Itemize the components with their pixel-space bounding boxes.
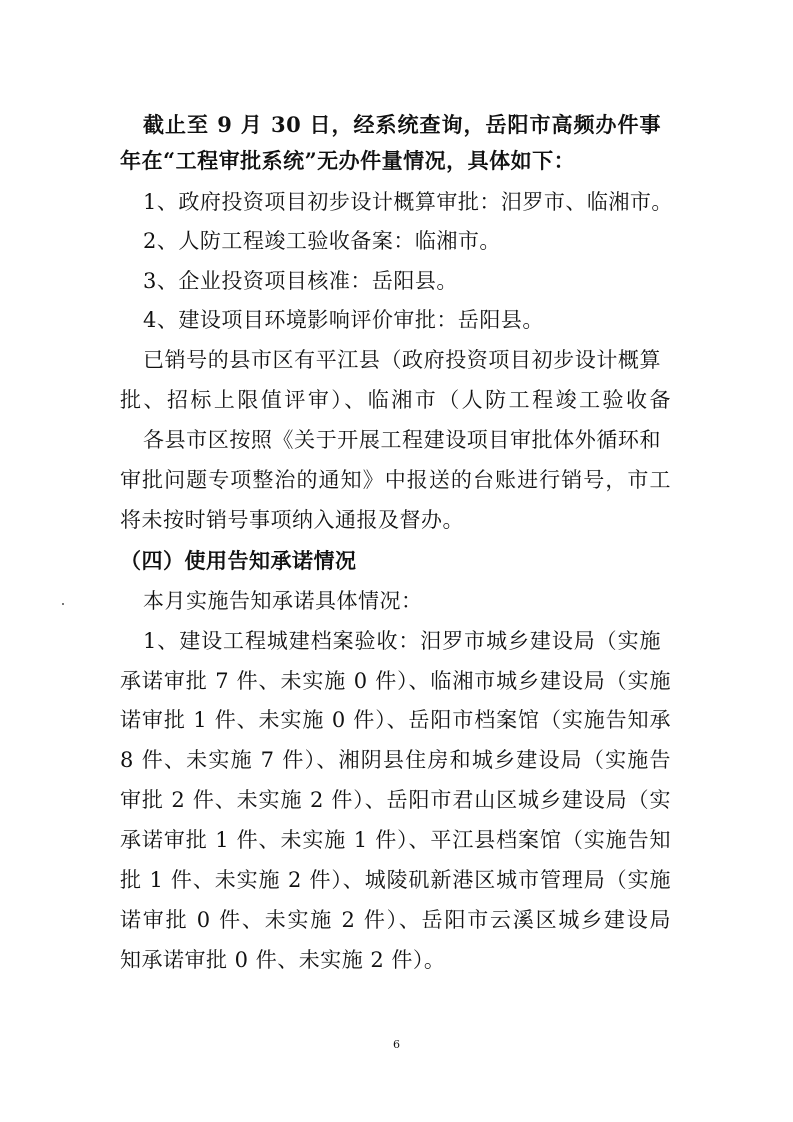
intro-line-1: 截止至 9 月 30 日，经系统查询，岳阳市高频办件事 [143, 112, 661, 137]
page-number: 6 [393, 1038, 400, 1051]
scan-artifact [62, 603, 64, 605]
commitment-item-1-line-5: 审批 2 件、未实施 2 件）、岳阳市君山区城乡建设局（实 [120, 788, 671, 812]
commitment-item-1-line-4: 8 件、未实施 7 件）、湘阴县住房和城乡建设局（实施告 [120, 748, 671, 772]
section-4-heading-line-1: （四）使用告知承诺情况 [120, 548, 357, 573]
commitment-item-1-line-1: 1、建设工程城建档案验收：汨罗市城乡建设局（实施 [143, 629, 661, 653]
commitment-item-1-line-7: 批 1 件、未实施 2 件）、城陵矶新港区城市管理局（实施 [120, 868, 671, 892]
notice-line-3: 将未按时销号事项纳入通报及督办。 [120, 508, 464, 532]
commitment-item-1-line-8: 诺审批 0 件、未实施 2 件）、岳阳市云溪区城乡建设局 [120, 908, 671, 932]
commitment-item-1-line-6: 承诺审批 1 件、未实施 1 件）、平江县档案馆（实施告知 [120, 828, 671, 852]
notice-line-1: 各县市区按照《关于开展工程建设项目审批体外循环和 [143, 428, 661, 452]
cancelled-line-1: 已销号的县市区有平江县（政府投资项目初步设计概算 [143, 348, 661, 372]
intro-line-2: 年在“工程审批系统”无办件量情况，具体如下： [120, 148, 576, 173]
notice-line-2: 审批问题专项整治的通知》中报送的台账进行销号，市工 [120, 468, 671, 492]
commitment-item-1-line-2: 承诺审批 7 件、未实施 0 件）、临湘市城乡建设局（实施 [120, 669, 671, 693]
item-4-line-1: 4、建设项目环境影响评价审批：岳阳县。 [143, 308, 544, 332]
commitment-item-1-line-3: 诺审批 1 件、未实施 0 件）、岳阳市档案馆（实施告知承 [120, 708, 671, 732]
commitment-intro-line-1: 本月实施告知承诺具体情况： [143, 589, 423, 613]
item-2-line-1: 2、人防工程竣工验收备案：临湘市。 [143, 229, 501, 253]
cancelled-line-2: 批、招标上限值评审）、临湘市（人防工程竣工验收备 [120, 388, 671, 412]
item-3-line-1: 3、企业投资项目核准：岳阳县。 [143, 269, 458, 293]
item-1-line-1: 1、政府投资项目初步设计概算审批：汨罗市、临湘市。 [143, 190, 673, 214]
commitment-item-1-line-9: 知承诺审批 0 件、未实施 2 件）。 [120, 948, 446, 972]
